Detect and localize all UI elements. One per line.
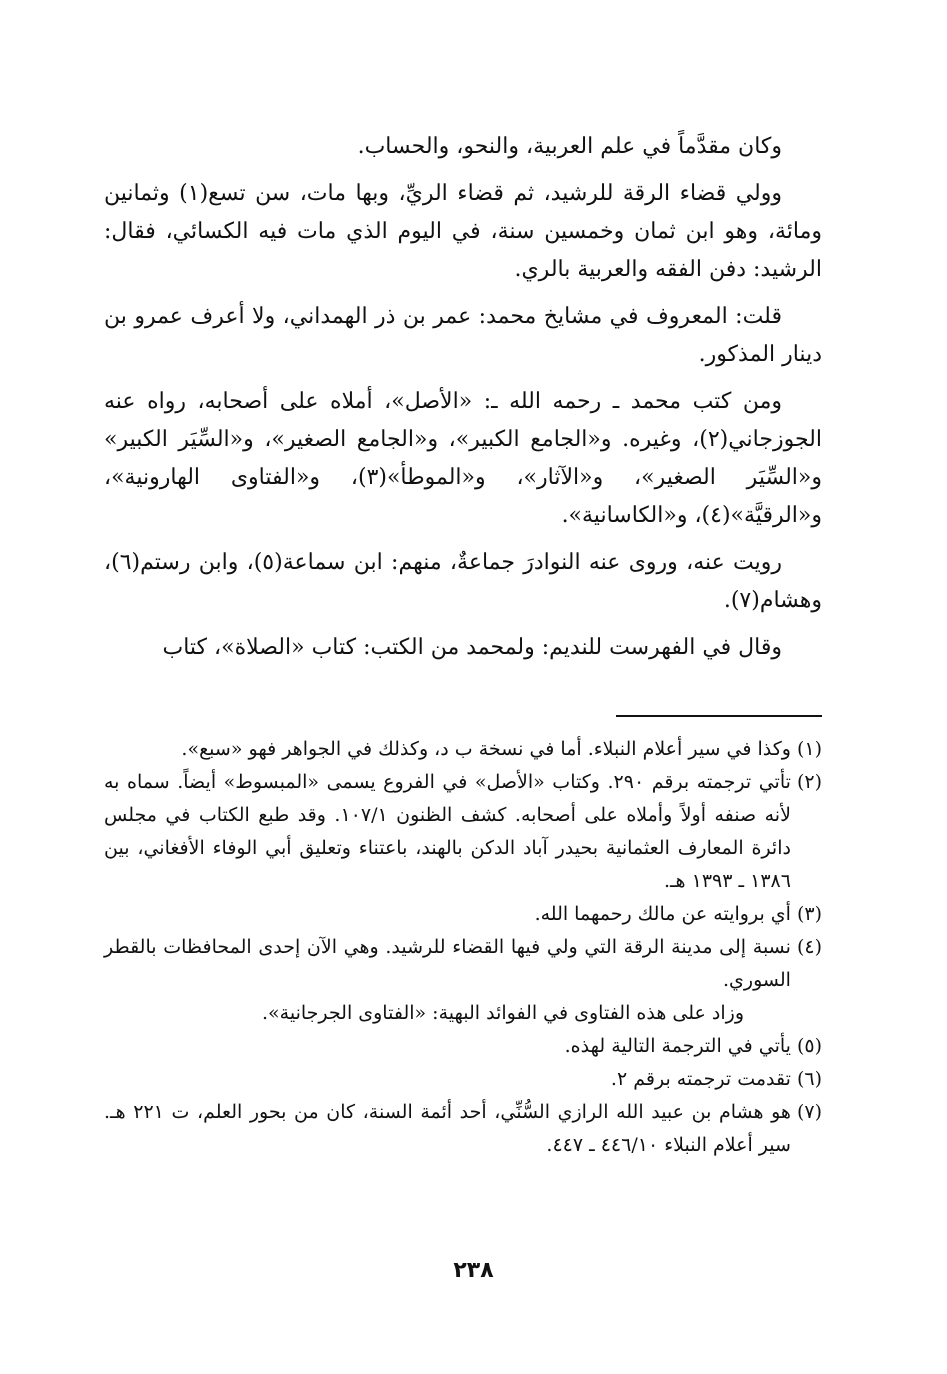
paragraph-2: وولي قضاء الرقة للرشيد، ثم قضاء الريِّ، وبها مات، سن تسع(١) وثمانين ومائة، وهو ابن ثمان وخمسين سنة، في اليوم الذي مات فيه الكسائي، فقال: الرشيد: دفن الفقه والعربية بالري. [104,181,822,282]
footnote-4-addendum: وزاد على هذه الفتاوى في الفوائد البهية: «الفتاوى الجرجانية». [262,1002,744,1024]
footnote-text: هو هشام بن عبيد الله الرازي السُّنِّي، أحد أئمة السنة، كان من بحور العلم، ت ٢٢١ هـ. سير أعلام النبلاء ٤٤٦/١٠ ـ ٤٤٧. [104,1101,791,1156]
footnote-1 [104,733,822,766]
paragraph-5: رويت عنه، وروى عنه النوادرَ جماعةٌ، منهم: ابن سماعة(٥)، وابن رستم(٦)، وهشام(٧). [104,550,822,613]
footnote-number: (٢) [796,771,822,793]
footnote-separator [616,715,822,717]
paragraph-4: ومن كتب محمد ـ رحمه الله ـ: «الأصل»، أملاه على أصحابه، رواه عنه الجوزجاني(٢)، وغيره. و«الجامع الكبير»، و«الجامع الصغير»، و«السِّيَر الكبير» و«السِّيَر الصغير»، و«الآثار»، و«الموطأ»(٣)، و«الفتاوى الهارونية»، و«الرقيَّة»(٤)، و«الكاسانية». [104,389,822,528]
footnote-number: (٤) [796,936,822,958]
footnote-5 [104,1030,822,1063]
footnotes [104,733,822,1162]
footnote-number: (١) [796,738,822,760]
footnote-3 [104,898,822,931]
main-text [104,128,822,676]
footnote-number: (٥) [796,1035,822,1057]
footnote-text: تأتي ترجمته برقم ٢٩٠. وكتاب «الأصل» في الفروع يسمى «المبسوط» أيضاً. سماه به لأنه صنفه أولاً وأملاه على أصحابه. كشف الظنون ١٠٧/١. وقد طبع الكتاب في مجلس دائرة المعارف العثمانية بحيدر آباد الدكن بالهند، باعتناء وتعليق أبي الوفاء الأفغاني، بين ١٣٨٦ ـ ١٣٩٣ هـ. [104,771,791,892]
paragraph-6: وقال في الفهرست للنديم: ولمحمد من الكتب: كتاب «الصلاة»، كتاب [162,635,782,660]
footnote-text: تقدمت ترجمته برقم ٢. [610,1068,791,1090]
footnote-2 [104,766,822,898]
footnote-number: (٣) [796,903,822,925]
paragraph-3: قلت: المعروف في مشايخ محمد: عمر بن ذر الهمداني، ولا أعرف عمرو بن دينار المذكور. [104,304,822,367]
footnote-4 [104,931,822,997]
footnote-number: (٧) [796,1101,822,1123]
footnote-text: وكذا في سير أعلام النبلاء. أما في نسخة ب د، وكذلك في الجواهر فهو «سبع». [181,738,791,760]
footnote-text: يأتي في الترجمة التالية لهذه. [564,1035,791,1057]
footnote-number: (٦) [796,1068,822,1090]
footnote-text: أي بروايته عن مالك رحمهما الله. [534,903,791,925]
footnote-text: نسبة إلى مدينة الرقة التي ولي فيها القضاء للرشيد. وهي الآن إحدى المحافظات بالقطر السوري. [104,936,791,991]
page-number: ٢٣٨ [453,1258,494,1283]
footnote-6 [104,1063,822,1096]
paragraph-1: وكان مقدَّماً في علم العربية، والنحو، والحساب. [357,134,782,159]
footnote-7 [104,1096,822,1162]
